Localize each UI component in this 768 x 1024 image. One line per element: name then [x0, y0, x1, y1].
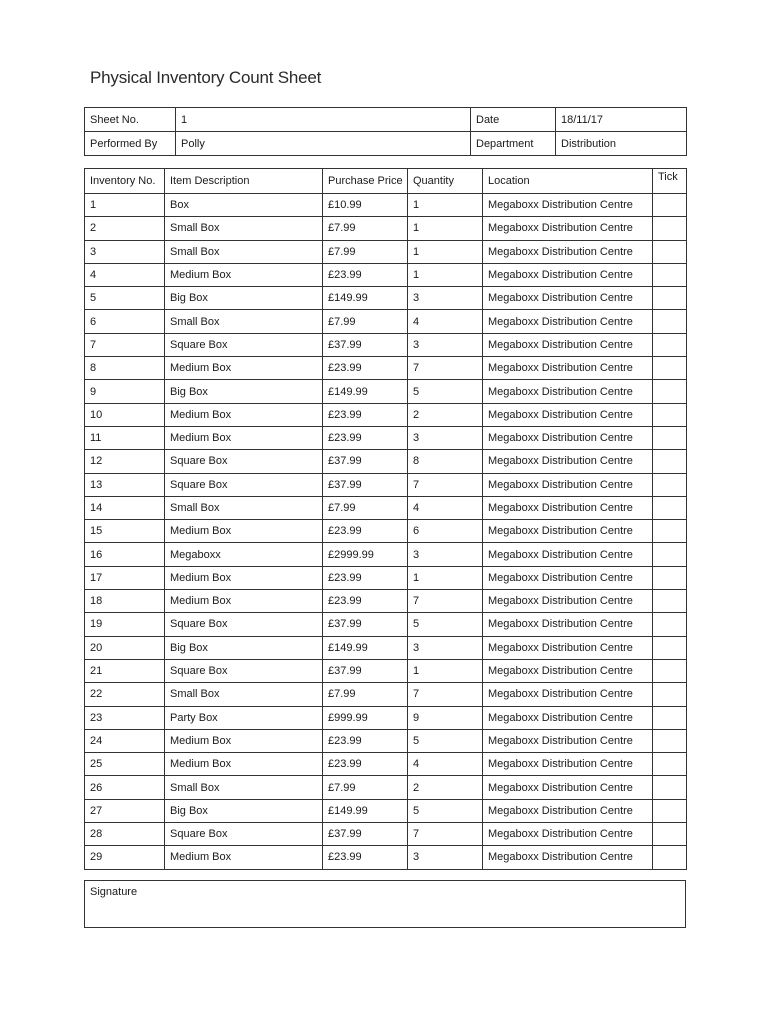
- sheet-no-label: Sheet No.: [85, 108, 176, 132]
- header-inventory-no: Inventory No.: [85, 169, 165, 194]
- tick-cell[interactable]: [653, 426, 687, 449]
- cell-inventory-no: 20: [85, 636, 165, 659]
- cell-purchase-price: £10.99: [323, 194, 408, 217]
- cell-quantity: 7: [408, 590, 483, 613]
- cell-quantity: 5: [408, 729, 483, 752]
- cell-inventory-no: 23: [85, 706, 165, 729]
- cell-item-description: Medium Box: [165, 590, 323, 613]
- cell-location: Megaboxx Distribution Centre: [483, 263, 653, 286]
- cell-location: Megaboxx Distribution Centre: [483, 403, 653, 426]
- table-row: [85, 846, 687, 869]
- tick-cell[interactable]: [653, 683, 687, 706]
- cell-item-description: Medium Box: [165, 520, 323, 543]
- cell-location: Megaboxx Distribution Centre: [483, 310, 653, 333]
- tick-cell[interactable]: [653, 240, 687, 263]
- cell-item-description: Medium Box: [165, 403, 323, 426]
- tick-cell[interactable]: [653, 636, 687, 659]
- cell-location: Megaboxx Distribution Centre: [483, 450, 653, 473]
- table-row: [85, 426, 687, 449]
- cell-location: Megaboxx Distribution Centre: [483, 683, 653, 706]
- cell-purchase-price: £23.99: [323, 566, 408, 589]
- inventory-table: [84, 168, 687, 870]
- cell-quantity: 6: [408, 520, 483, 543]
- cell-item-description: Medium Box: [165, 263, 323, 286]
- cell-inventory-no: 25: [85, 753, 165, 776]
- table-row: [85, 263, 687, 286]
- cell-purchase-price: £23.99: [323, 846, 408, 869]
- cell-item-description: Square Box: [165, 823, 323, 846]
- cell-location: Megaboxx Distribution Centre: [483, 590, 653, 613]
- cell-inventory-no: 9: [85, 380, 165, 403]
- sheet-info-table: [84, 107, 687, 156]
- cell-inventory-no: 28: [85, 823, 165, 846]
- cell-purchase-price: £999.99: [323, 706, 408, 729]
- date-label: Date: [471, 108, 556, 132]
- table-row: [85, 566, 687, 589]
- cell-inventory-no: 18: [85, 590, 165, 613]
- cell-purchase-price: £23.99: [323, 357, 408, 380]
- table-row: [85, 380, 687, 403]
- cell-location: Megaboxx Distribution Centre: [483, 217, 653, 240]
- cell-inventory-no: 13: [85, 473, 165, 496]
- info-row: [85, 132, 687, 156]
- tick-cell[interactable]: [653, 706, 687, 729]
- cell-item-description: Square Box: [165, 473, 323, 496]
- cell-purchase-price: £2999.99: [323, 543, 408, 566]
- cell-inventory-no: 11: [85, 426, 165, 449]
- table-row: [85, 799, 687, 822]
- cell-quantity: 7: [408, 683, 483, 706]
- cell-purchase-price: £7.99: [323, 776, 408, 799]
- cell-inventory-no: 10: [85, 403, 165, 426]
- header-quantity: Quantity: [408, 169, 483, 194]
- cell-purchase-price: £7.99: [323, 240, 408, 263]
- cell-purchase-price: £23.99: [323, 590, 408, 613]
- tick-cell[interactable]: [653, 520, 687, 543]
- cell-item-description: Box: [165, 194, 323, 217]
- cell-inventory-no: 2: [85, 217, 165, 240]
- cell-quantity: 5: [408, 613, 483, 636]
- cell-location: Megaboxx Distribution Centre: [483, 426, 653, 449]
- cell-purchase-price: £37.99: [323, 333, 408, 356]
- cell-quantity: 9: [408, 706, 483, 729]
- cell-purchase-price: £7.99: [323, 217, 408, 240]
- cell-item-description: Small Box: [165, 217, 323, 240]
- cell-inventory-no: 8: [85, 357, 165, 380]
- cell-purchase-price: £7.99: [323, 496, 408, 519]
- table-row: [85, 496, 687, 519]
- cell-item-description: Big Box: [165, 636, 323, 659]
- cell-purchase-price: £149.99: [323, 636, 408, 659]
- tick-cell[interactable]: [653, 194, 687, 217]
- cell-location: Megaboxx Distribution Centre: [483, 496, 653, 519]
- cell-location: Megaboxx Distribution Centre: [483, 659, 653, 682]
- cell-inventory-no: 21: [85, 659, 165, 682]
- cell-location: Megaboxx Distribution Centre: [483, 357, 653, 380]
- cell-inventory-no: 1: [85, 194, 165, 217]
- table-row: [85, 683, 687, 706]
- cell-quantity: 3: [408, 846, 483, 869]
- cell-purchase-price: £7.99: [323, 310, 408, 333]
- cell-inventory-no: 17: [85, 566, 165, 589]
- table-row: [85, 706, 687, 729]
- cell-item-description: Square Box: [165, 333, 323, 356]
- cell-quantity: 1: [408, 194, 483, 217]
- cell-quantity: 2: [408, 776, 483, 799]
- cell-purchase-price: £7.99: [323, 683, 408, 706]
- cell-location: Megaboxx Distribution Centre: [483, 776, 653, 799]
- table-row: [85, 590, 687, 613]
- tick-cell[interactable]: [653, 310, 687, 333]
- tick-cell[interactable]: [653, 846, 687, 869]
- table-row: [85, 613, 687, 636]
- cell-purchase-price: £37.99: [323, 823, 408, 846]
- table-row: [85, 636, 687, 659]
- cell-item-description: Small Box: [165, 683, 323, 706]
- inventory-table-body: [85, 194, 687, 870]
- table-row: [85, 357, 687, 380]
- cell-item-description: Medium Box: [165, 729, 323, 752]
- cell-inventory-no: 16: [85, 543, 165, 566]
- cell-quantity: 1: [408, 217, 483, 240]
- tick-cell[interactable]: [653, 566, 687, 589]
- cell-location: Megaboxx Distribution Centre: [483, 729, 653, 752]
- cell-location: Megaboxx Distribution Centre: [483, 287, 653, 310]
- cell-purchase-price: £37.99: [323, 613, 408, 636]
- table-header-row: [85, 169, 687, 194]
- cell-item-description: Small Box: [165, 496, 323, 519]
- cell-inventory-no: 3: [85, 240, 165, 263]
- cell-inventory-no: 26: [85, 776, 165, 799]
- department-value: Distribution: [556, 132, 687, 156]
- cell-quantity: 3: [408, 426, 483, 449]
- cell-inventory-no: 7: [85, 333, 165, 356]
- cell-quantity: 4: [408, 496, 483, 519]
- cell-location: Megaboxx Distribution Centre: [483, 380, 653, 403]
- cell-inventory-no: 12: [85, 450, 165, 473]
- cell-location: Megaboxx Distribution Centre: [483, 240, 653, 263]
- table-row: [85, 450, 687, 473]
- table-row: [85, 310, 687, 333]
- cell-location: Megaboxx Distribution Centre: [483, 473, 653, 496]
- date-value: 18/11/17: [556, 108, 687, 132]
- tick-cell[interactable]: [653, 753, 687, 776]
- cell-inventory-no: 24: [85, 729, 165, 752]
- cell-quantity: 2: [408, 403, 483, 426]
- cell-location: Megaboxx Distribution Centre: [483, 543, 653, 566]
- sheet-no-value: 1: [176, 108, 471, 132]
- cell-quantity: 3: [408, 636, 483, 659]
- cell-purchase-price: £37.99: [323, 450, 408, 473]
- cell-purchase-price: £149.99: [323, 799, 408, 822]
- cell-purchase-price: £23.99: [323, 753, 408, 776]
- header-tick: Tick: [653, 169, 687, 194]
- cell-quantity: 4: [408, 753, 483, 776]
- cell-purchase-price: £37.99: [323, 659, 408, 682]
- cell-item-description: Big Box: [165, 799, 323, 822]
- tick-cell[interactable]: [653, 380, 687, 403]
- cell-quantity: 5: [408, 799, 483, 822]
- table-row: [85, 520, 687, 543]
- cell-item-description: Big Box: [165, 287, 323, 310]
- table-row: [85, 194, 687, 217]
- tick-cell[interactable]: [653, 287, 687, 310]
- cell-quantity: 5: [408, 380, 483, 403]
- tick-cell[interactable]: [653, 613, 687, 636]
- info-row: [85, 108, 687, 132]
- cell-inventory-no: 29: [85, 846, 165, 869]
- tick-cell[interactable]: [653, 357, 687, 380]
- cell-item-description: Party Box: [165, 706, 323, 729]
- table-row: [85, 823, 687, 846]
- cell-purchase-price: £23.99: [323, 426, 408, 449]
- cell-quantity: 3: [408, 287, 483, 310]
- cell-item-description: Small Box: [165, 240, 323, 263]
- department-label: Department: [471, 132, 556, 156]
- cell-item-description: Small Box: [165, 776, 323, 799]
- table-row: [85, 659, 687, 682]
- cell-inventory-no: 6: [85, 310, 165, 333]
- tick-cell[interactable]: [653, 729, 687, 752]
- table-row: [85, 217, 687, 240]
- cell-location: Megaboxx Distribution Centre: [483, 194, 653, 217]
- tick-cell[interactable]: [653, 217, 687, 240]
- cell-inventory-no: 19: [85, 613, 165, 636]
- cell-inventory-no: 22: [85, 683, 165, 706]
- cell-item-description: Megaboxx: [165, 543, 323, 566]
- tick-cell[interactable]: [653, 333, 687, 356]
- tick-cell[interactable]: [653, 496, 687, 519]
- table-row: [85, 287, 687, 310]
- performed-by-label: Performed By: [85, 132, 176, 156]
- cell-quantity: 1: [408, 566, 483, 589]
- tick-cell[interactable]: [653, 590, 687, 613]
- cell-location: Megaboxx Distribution Centre: [483, 566, 653, 589]
- cell-item-description: Square Box: [165, 450, 323, 473]
- cell-purchase-price: £37.99: [323, 473, 408, 496]
- cell-location: Megaboxx Distribution Centre: [483, 706, 653, 729]
- cell-quantity: 1: [408, 263, 483, 286]
- table-row: [85, 473, 687, 496]
- table-row: [85, 240, 687, 263]
- cell-purchase-price: £149.99: [323, 380, 408, 403]
- cell-item-description: Medium Box: [165, 357, 323, 380]
- signature-box[interactable]: [84, 880, 686, 928]
- cell-item-description: Medium Box: [165, 566, 323, 589]
- page-title: Physical Inventory Count Sheet: [90, 68, 322, 87]
- cell-location: Megaboxx Distribution Centre: [483, 636, 653, 659]
- cell-item-description: Square Box: [165, 613, 323, 636]
- table-row: [85, 776, 687, 799]
- cell-purchase-price: £149.99: [323, 287, 408, 310]
- tick-cell[interactable]: [653, 659, 687, 682]
- cell-quantity: 7: [408, 823, 483, 846]
- cell-quantity: 8: [408, 450, 483, 473]
- cell-quantity: 4: [408, 310, 483, 333]
- cell-location: Megaboxx Distribution Centre: [483, 799, 653, 822]
- cell-inventory-no: 27: [85, 799, 165, 822]
- header-item-description: Item Description: [165, 169, 323, 194]
- tick-cell[interactable]: [653, 776, 687, 799]
- cell-item-description: Small Box: [165, 310, 323, 333]
- cell-inventory-no: 5: [85, 287, 165, 310]
- tick-cell[interactable]: [653, 823, 687, 846]
- tick-cell[interactable]: [653, 473, 687, 496]
- cell-quantity: 7: [408, 357, 483, 380]
- cell-purchase-price: £23.99: [323, 520, 408, 543]
- performed-by-value: Polly: [176, 132, 471, 156]
- tick-cell[interactable]: [653, 263, 687, 286]
- cell-item-description: Big Box: [165, 380, 323, 403]
- cell-purchase-price: £23.99: [323, 729, 408, 752]
- cell-location: Megaboxx Distribution Centre: [483, 520, 653, 543]
- header-purchase-price: Purchase Price: [323, 169, 408, 194]
- cell-quantity: 1: [408, 659, 483, 682]
- cell-inventory-no: 4: [85, 263, 165, 286]
- header-location: Location: [483, 169, 653, 194]
- table-row: [85, 543, 687, 566]
- table-row: [85, 753, 687, 776]
- cell-item-description: Medium Box: [165, 753, 323, 776]
- cell-item-description: Square Box: [165, 659, 323, 682]
- cell-purchase-price: £23.99: [323, 403, 408, 426]
- cell-quantity: 7: [408, 473, 483, 496]
- cell-location: Megaboxx Distribution Centre: [483, 613, 653, 636]
- cell-purchase-price: £23.99: [323, 263, 408, 286]
- signature-label: Signature: [90, 886, 138, 898]
- tick-cell[interactable]: [653, 799, 687, 822]
- cell-location: Megaboxx Distribution Centre: [483, 846, 653, 869]
- table-row: [85, 403, 687, 426]
- tick-cell[interactable]: [653, 543, 687, 566]
- cell-item-description: Medium Box: [165, 426, 323, 449]
- cell-quantity: 3: [408, 543, 483, 566]
- cell-item-description: Medium Box: [165, 846, 323, 869]
- tick-cell[interactable]: [653, 403, 687, 426]
- cell-quantity: 1: [408, 240, 483, 263]
- table-row: [85, 333, 687, 356]
- cell-location: Megaboxx Distribution Centre: [483, 333, 653, 356]
- cell-location: Megaboxx Distribution Centre: [483, 823, 653, 846]
- cell-location: Megaboxx Distribution Centre: [483, 753, 653, 776]
- cell-quantity: 3: [408, 333, 483, 356]
- table-row: [85, 729, 687, 752]
- cell-inventory-no: 14: [85, 496, 165, 519]
- cell-inventory-no: 15: [85, 520, 165, 543]
- tick-cell[interactable]: [653, 450, 687, 473]
